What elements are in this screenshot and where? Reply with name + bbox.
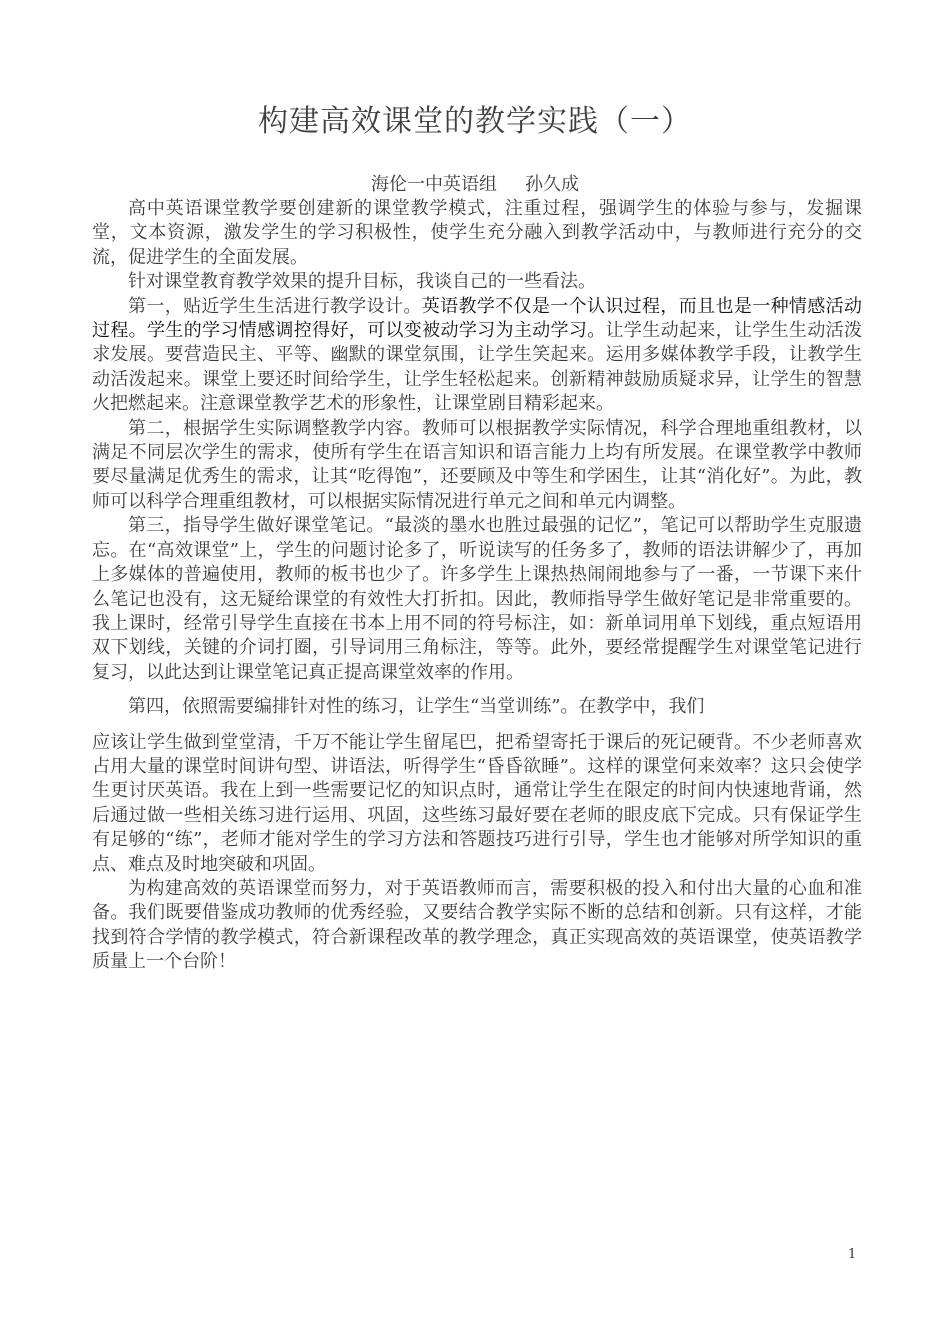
paragraph-point-three: 第三，指导学生做好课堂笔记。“最淡的墨水也胜过最强的记忆”，笔记可以帮助学生克服遗忘。在“高效课堂”上，学生的问题讨论多了，听说读写的任务多了，教师的语法讲解少了，再加上多媒体的普遍使用，教师的板书也少了。许多学生上课热热闹闹地参与了一番，一节课下来什么笔记也没有，这无疑给课堂的有效性大打折扣。因此，教师指导学生做好笔记是非常重要的。我上课时，经常引导学生直接在书本上用不同的符号标注，如：新单词用单下划线，重点短语用双下划线，关键的介词打圈，引导词用三角标注，等等。此外，要经常提醒学生对课堂笔记进行复习，以此达到让课堂笔记真正提高课堂效率的作用。	[92, 515, 862, 683]
paragraph-point-two: 第二，根据学生实际调整教学内容。教师可以根据教学实际情况，科学合理地重组教材，以满足不同层次学生的需求，使所有学生在语言知识和语言能力上均有所发展。在课堂教学中教师要尽量满足优秀生的需求，让其“吃得饱”，还要顾及中等生和学困生，让其“消化好”。为此，教师可以科学合理重组教材，可以根据实际情况进行单元之间和单元内调整。	[92, 417, 862, 512]
paragraph-thesis: 针对课堂教育教学效果的提升目标，我谈自己的一些看法。	[128, 271, 596, 293]
page-number: 1	[848, 1247, 857, 1262]
paragraph-point-four: 应该让学生做到堂堂清，千万不能让学生留尾巴，把希望寄托于课后的死记硬背。不少老师喜欢占用大量的课堂时间讲句型、讲语法，听得学生“昏昏欲睡”。这样的课堂何来效率？这只会使学生更讨厌英语。我在上到一些需要记忆的知识点时，通常让学生在限定的时间内快速地背诵，然后通过做一些相关练习进行运用、巩固，这些练习最好要在老师的眼皮底下完成。只有保证学生有足够的“练”，老师才能对学生的学习方法和答题技巧进行引导，学生也才能够对所学知识的重点、难点及时地突破和巩固。	[92, 731, 862, 875]
paragraph-intro: 高中英语课堂教学要创建新的课堂教学模式，注重过程，强调学生的体验与参与，发掘课堂，文本资源，激发学生的学习积极性，使学生充分融入到教学活动中，与教师进行充分的交流，促进学生的全面发展。	[92, 198, 862, 268]
point-one-lead: 第一，贴近学生生活进行教学设计。	[128, 295, 422, 317]
paragraph-point-one	[92, 295, 862, 417]
point-one-rest: 让学生动起来，让学生生动活泼求发展。要营造民主、平等、幽默的课堂氛围，让学生笑起来。运用多媒体教学手段，让教学生动活泼起来。课堂上要还时间给学生，让学生轻松起来。创新精神鼓励质疑求异，让学生的智慧火把燃起来。注意课堂教学艺术的形象性，让课堂剧目精彩起来。	[92, 320, 863, 415]
author-name: 孙久成	[525, 174, 579, 195]
author-org: 海伦一中英语组	[371, 174, 497, 195]
point-one-emphasis: 英语教学不仅是一个认识过程，而且也是一种情感活动过程。学生的学习情感调控得好，可以变被动学习为主动学习。	[92, 295, 863, 342]
paragraph-point-four-first-line: 第四，依照需要编排针对性的练习，让学生“当堂训练”。在教学中，我们	[128, 696, 705, 718]
document-body	[92, 197, 862, 975]
document-title: 构建高效课堂的教学实践（一）	[258, 104, 692, 139]
paragraph-conclusion: 为构建高效的英语课堂而努力，对于英语教师而言，需要积极的投入和付出大量的心血和准备。我们既要借鉴成功教师的优秀经验，又要结合教学实际不断的总结和创新。只有这样，才能找到符合学情的教学模式，符合新课程改革的教学理念，真正实现高效的英语课堂，使英语教学质量上一个台阶！	[92, 877, 862, 973]
author-line	[0, 172, 950, 198]
